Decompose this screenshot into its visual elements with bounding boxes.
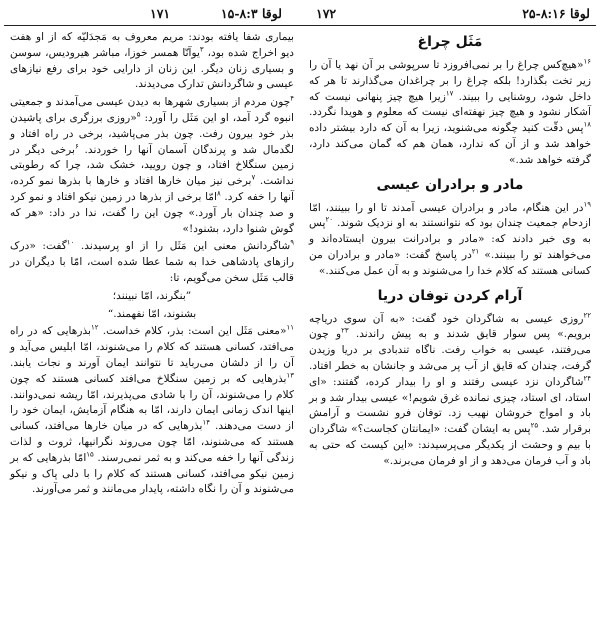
section-heading-lamp: مَثَل چراغ	[417, 34, 483, 50]
paragraph	[309, 201, 591, 280]
verse-number: ۷	[251, 173, 256, 182]
paragraph	[10, 30, 294, 93]
poem-line: بشنوند، امّا نفهمند.“	[107, 307, 197, 320]
verse-number: ۱۱	[286, 323, 294, 332]
verse-text: در این هنگام، مادر و برادران عیسی آمدند تا او را ببینند، امّا ازدحام جمعیت چندان بود که نتوانستند به او نزدیک شوند.	[309, 201, 591, 230]
verse-number: ۶	[74, 142, 79, 151]
verse-number: ۱۶	[583, 57, 591, 66]
left-page-number: ۱۷۱	[150, 6, 171, 21]
verse-number: ۱۵	[86, 450, 94, 459]
verse-text: برخی دیگر در زمین سنگلاخ افتاد، و چون رویید، خشک شد، چرا که رطوبتی نداشت.	[10, 143, 294, 188]
verse-text: زیرا هیچ چیز پنهانی نیست که آشکار نشود و هیچ چیز نهفته‌ای نیست که معلوم و هویدا نگردد.	[309, 90, 591, 119]
verse-text: پس به وی خبر دادند که: «مادر و برادرانت بیرون ایستاده‌اند و می‌خواهند تو را ببینند.»	[309, 217, 591, 261]
verse-number: ۱۳	[286, 371, 294, 380]
verse-text: «هیچ‌کس چراغ را بر نمی‌افروزد تا سرپوشی بر آن نهد یا آن را زیر تخت بگذارد! بلکه چراغ را بر چراغدان می‌گذارند تا هر که داخل شود، روشنایی را ببیند.	[309, 59, 591, 103]
verse-text: بیماری شفا یافته بودند: مریم معروف به مَجدَلیّه که از او هفت دیو اخراج شده بود،	[10, 31, 295, 59]
poem-line: ”بنگرند، امّا نبینند؛	[112, 289, 192, 302]
verse-text: بذرهایی که در میان خارها می‌افتد، کسانی هستند که می‌شنوند، امّا چون می‌روند نگرانیها، ثروت و لذات زندگی آنها را خفه می‌کند و به ثمر نمی‌رسند.	[10, 420, 294, 464]
right-page-range: لوقا ۸:۱۶-۲۵	[522, 6, 590, 21]
section-heading-family: مادر و برادران عیسی	[376, 176, 524, 193]
verse-number: ۱۸	[583, 120, 591, 129]
verse-number: ۲۴	[583, 374, 591, 383]
verse-number: ۲۰	[325, 215, 333, 224]
paragraph	[10, 324, 294, 498]
verse-number: ۲۵	[530, 421, 539, 430]
verse-text: روزی عیسی به شاگردان خود گفت: «به آن سوی دریاچه برویم.» پس سوار قایق شدند و به پیش راندند.	[309, 312, 591, 341]
verse-number: ۲۱	[471, 247, 480, 256]
section-heading-storm: آرام کردن توفان دریا	[377, 287, 523, 304]
verse-text: گفت: «درک رازهای پادشاهی خدا به شما عطا شده است، امّا با دیگران در قالب مَثَل سخن می‌گویم، تا:	[10, 240, 294, 284]
verse-text: پس دقّت کنید چگونه می‌شنوید، زیرا به آن که دارد بیشتر داده خواهد شد و از آن که ندارد، همان هم که گمان می‌کند دارد، گرفته خواهد شد.»	[309, 122, 591, 166]
verse-number: ۱۰	[66, 238, 75, 247]
verse-number: ۱۹	[583, 200, 591, 209]
verse-text: شاگردانش معنی این مَثَل را از او پرسیدند.	[80, 240, 291, 253]
paragraph	[10, 239, 294, 286]
left-page-range: لوقا ۸:۳-۱۵	[220, 6, 282, 21]
verse-text: پس به ایشان گفت: «ایمانتان کجاست؟» شاگردان با بیم و وحشت از یکدیگر می‌پرسیدند: «این کیست که حتی به باد و آب فرمان می‌دهد و از او فرمان می‌برند.»	[309, 423, 591, 467]
right-column	[309, 30, 591, 472]
verse-text: «روزی برزگری برای پاشیدن بذر خود بیرون رفت. چون بذر می‌پاشید، برخی در راه افتاد و لگدمال شد و پرندگان آسمان آنها را خوردند.	[10, 111, 294, 156]
verse-text: امّا بذرهایی که بر زمین نیکو می‌افتد، کسانی هستند که کلام را با دلی پاک و نیکو می‌شنوند و آن را نگاه داشته، پایدار می‌مانند و ثمر می‌آورند.	[10, 451, 294, 496]
verse-number: ۱۷	[445, 89, 454, 98]
verse-number: ۸	[216, 189, 221, 198]
verse-text: بذرهایی که در راه می‌افتد، کسانی هستند که کلام را می‌شنوند، امّا ابلیس می‌آید و آن را از دلشان می‌رباید تا نتوانند ایمان آورند و نجات یابند.	[10, 325, 294, 369]
verse-number: ۴	[290, 94, 294, 103]
verse-number: ۳	[199, 45, 204, 54]
verse-text: یوآنّا همسر خوزا، مباشر هیرودیس، سوسن و بسیاری زنان دیگر. این زنان از دارایی خود برای رفع نیازهای عیسی و شاگردانش تدارک می‌دیدند.	[10, 46, 294, 91]
verse-number: ۱۲	[90, 323, 99, 332]
verse-text: «معنی مَثَل این است: بذر، کلام خداست.	[102, 325, 287, 338]
verse-number: ۹	[290, 238, 294, 247]
verse-number: ۲۲	[583, 311, 591, 320]
paragraph	[309, 58, 591, 169]
verse-text: امّا برخی از بذرها در زمین نیکو افتاد و نمو کرد و صد چندان بار آورد.» چون این را گفت، ندا در داد: «هر که گوش شنوا دارد، بشنود!»	[10, 190, 294, 235]
verse-text: برخی نیز میان خارها افتاد و خارها با بذرها نمو کرده، آنها را خفه کرد.	[10, 175, 294, 203]
header-rule	[4, 25, 596, 26]
verse-text: بذرهایی که بر زمین سنگلاخ می‌افتد کسانی هستند که چون کلام را می‌شنوند، آن را با شادی می‌پذیرند، امّا ریشه نمی‌دوانند. اینها اندک زمانی ایمان دارند، امّا به هنگام آزمایش، ایمان خود را از دست می‌دهند.	[10, 372, 294, 433]
left-column	[10, 30, 294, 500]
paragraph	[309, 312, 591, 470]
verse-number: ۲۳	[341, 326, 349, 335]
verse-number: ۵	[136, 110, 141, 119]
verse-text: چون مردم از بسیاری شهرها به دیدن عیسی می‌آمدند و جمعیتی انبوه گرد آمد، او این مَثَل را آورد:	[10, 96, 294, 124]
verse-text: و چون می‌رفتند، عیسی به خواب رفت. ناگاه تندبادی بر دریا وزیدن گرفت، چندان که قایق از آب پر می‌شد و جانشان به خطر افتاد.	[309, 328, 591, 372]
paragraph	[10, 95, 294, 237]
verse-number: ۱۴	[202, 418, 211, 427]
verse-text: در پاسخ گفت: «مادر و برادران من کسانی هستند که کلام خدا را می‌شنوند و به آن عمل می‌کنند.»	[309, 248, 591, 277]
verse-text: شاگردان نزد عیسی رفتند و او را بیدار کرده، گفتند: «ای استاد، ای استاد، چیزی نمانده غرق شویم!» عیسی بیدار شد و بر باد و امواج خروشان نهیب زد. توفان فرو نشست و آرامش برقرار شد.	[309, 375, 591, 436]
right-page-number: ۱۷۲	[316, 6, 337, 21]
